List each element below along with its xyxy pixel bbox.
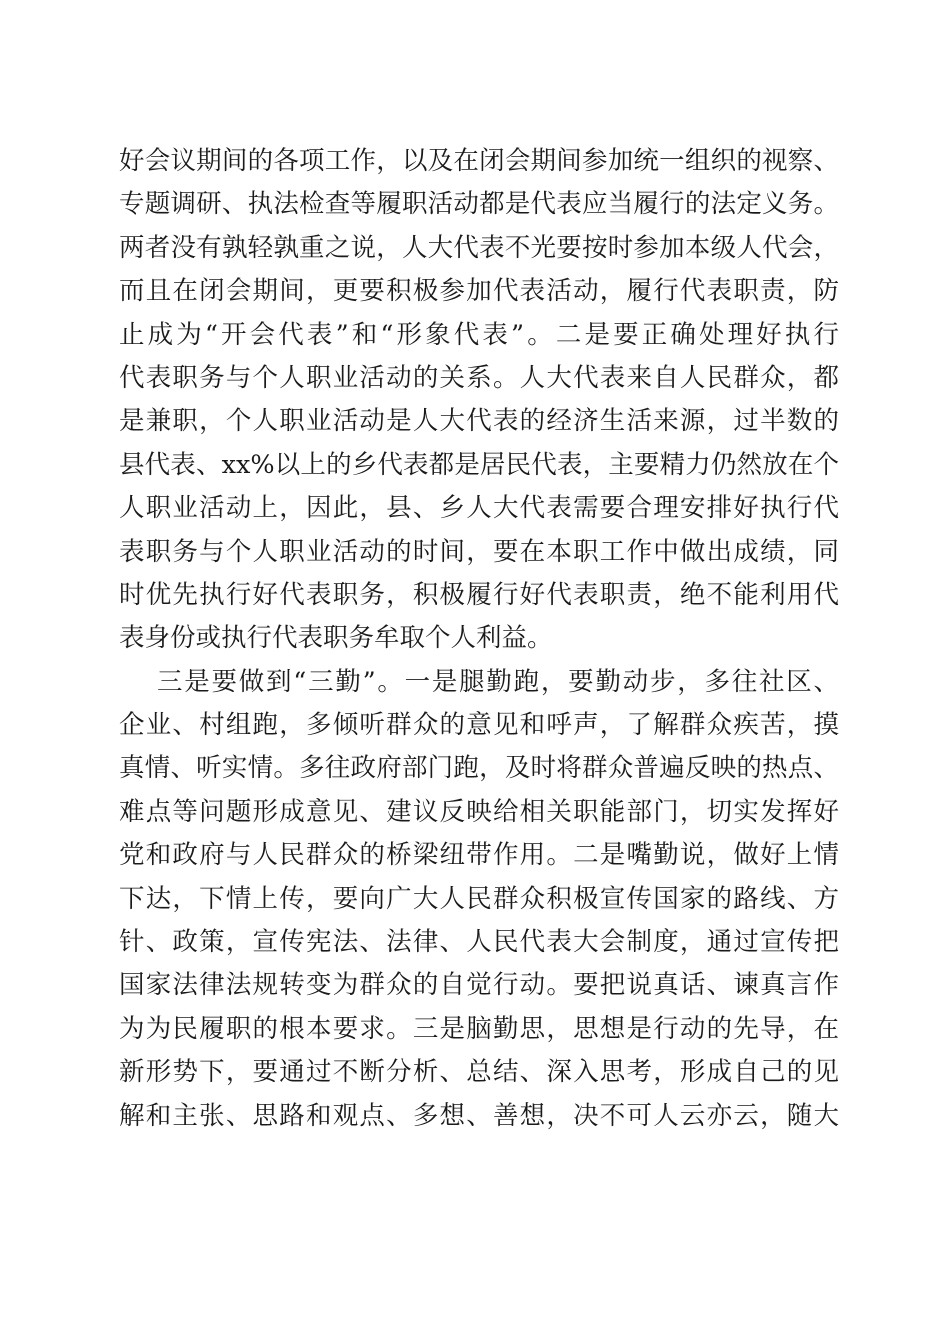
text-line: 为为民履职的根本要求。三是脑勤思，思想是行动的先导，在 — [119, 1013, 839, 1044]
text-line: 止成为“开会代表”和“形象代表”。二是要正确处理好执行 — [119, 319, 839, 350]
text-line: 针、政策，宣传宪法、法律、人民代表大会制度，通过宣传把 — [119, 927, 839, 958]
text-line: 而且在闭会期间，更要积极参加代表活动，履行代表职责，防 — [119, 276, 839, 307]
text-line: 是兼职，个人职业活动是人大代表的经济生活来源，过半数的 — [119, 406, 839, 437]
text-line: 表身份或执行代表职务牟取个人利益。 — [119, 623, 553, 654]
paragraph-2 — [119, 661, 839, 1138]
text-line: 两者没有孰轻孰重之说，人大代表不光要按时参加本级人代会， — [119, 232, 839, 263]
text-line: 代表职务与个人职业活动的关系。人大代表来自人民群众，都 — [119, 362, 839, 393]
text-line: 党和政府与人民群众的桥梁纽带作用。二是嘴勤说，做好上情 — [119, 840, 839, 871]
text-line: 国家法律法规转变为群众的自觉行动。要把说真话、谏真言作 — [119, 970, 839, 1001]
text-line: 人职业活动上，因此，县、乡人大代表需要合理安排好执行代 — [119, 493, 839, 524]
text-line: 好会议期间的各项工作，以及在闭会期间参加统一组织的视察、 — [119, 146, 839, 176]
text-line: 专题调研、执法检查等履职活动都是代表应当履行的法定义务。 — [119, 189, 839, 220]
body-text — [119, 140, 839, 1138]
text-line: 企业、村组跑，多倾听群众的意见和呼声，了解群众疾苦，摸 — [119, 710, 839, 741]
text-line: 真情、听实情。多往政府部门跑，及时将群众普遍反映的热点、 — [119, 753, 839, 784]
text-line: 下达，下情上传，要向广大人民群众积极宣传国家的路线、方 — [119, 883, 839, 914]
text-line: 新形势下，要通过不断分析、总结、深入思考，形成自己的见 — [119, 1057, 839, 1088]
text-line: 难点等问题形成意见、建议反映给相关职能部门，切实发挥好 — [119, 796, 839, 827]
text-line: 县代表、xx%以上的乡代表都是居民代表，主要精力仍然放在个 — [119, 449, 839, 480]
text-line: 时优先执行好代表职务，积极履行好代表职责，绝不能利用代 — [119, 579, 839, 610]
paragraph-1 — [119, 140, 839, 661]
text-line: 解和主张、思路和观点、多想、善想，决不可人云亦云，随大 — [119, 1100, 839, 1131]
text-line: 表职务与个人职业活动的时间，要在本职工作中做出成绩，同 — [119, 536, 839, 567]
text-line: 三是要做到“三勤”。一是腿勤跑，要勤动步，多往社区、 — [157, 666, 839, 697]
